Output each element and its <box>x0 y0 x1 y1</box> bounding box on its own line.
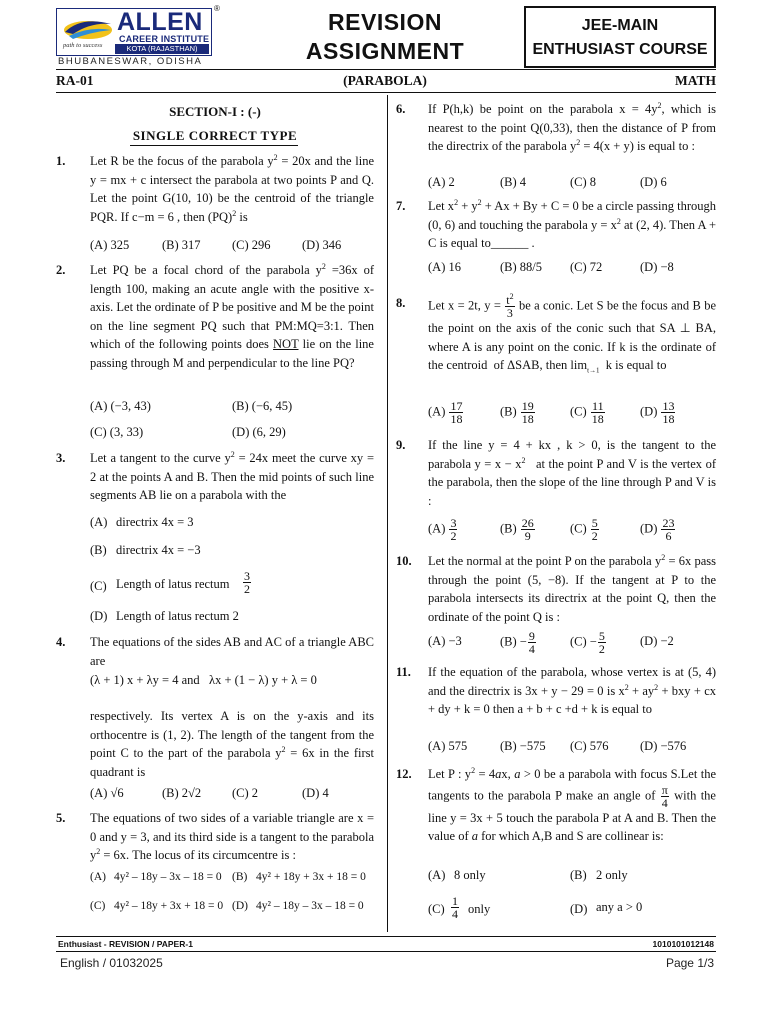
question-12 <box>396 765 716 846</box>
question-4 <box>56 633 374 670</box>
allen-logo <box>56 8 212 56</box>
allen-swirl-icon <box>61 14 115 42</box>
question-number: 7. <box>396 199 406 213</box>
option-c[interactable]: (C) 8 <box>570 175 597 189</box>
question-number: 8. <box>396 296 406 310</box>
question-7 <box>396 197 716 253</box>
question-4-continued <box>56 707 374 781</box>
question-text: Let x = 2t, y = $\frac{t^2}{3}$ be a conic. Let S be the focus and B be the point on the axis of the conic such that SA ⊥ BA, where A is any point on the conic. If k is the ordinate of the centroid of ΔSAB, then $\lim_{t\to 1} k$ is equal to <box>428 292 716 375</box>
question-text: respectively. Its vertex A is on the y-axis and its orthocentre is (1, 2). The length of the tangent from the point C to the part of the parabola $y^2 = 6x$ in the first quadrant is <box>90 709 374 779</box>
option-d[interactable]: (D) −576 <box>640 739 687 753</box>
logo-brand: ALLEN <box>117 8 203 36</box>
option-a[interactable]: (A) 16 <box>428 260 461 274</box>
column-divider <box>387 95 388 932</box>
option-c[interactable]: (C) − $\frac{5}{2}$ <box>570 629 605 656</box>
question-3 <box>56 449 374 505</box>
option-d[interactable]: (D) −2 <box>640 634 674 648</box>
question-number: 2. <box>56 263 66 277</box>
question-number: 6. <box>396 102 406 116</box>
option-c[interactable]: (C) (3, 33) <box>90 425 144 439</box>
option-b[interactable]: (B) $\frac{19}{18}$ <box>500 399 534 426</box>
logo-location-badge: KOTA (RAJASTHAN) <box>115 44 209 54</box>
question-text: Let R be the focus of the parabola $y^2 = 20x$ and the line y = mx + c intersect the parabola at two points P and Q. Let the point G(10, 10) be the centroid of the triangle PQR. If c−m = 6 , then (PQ)$^2$ is <box>90 153 374 224</box>
course-line-2: ENTHUSIAST COURSE <box>532 41 708 58</box>
fraction-one-quarter: $\frac{1}{4}$ <box>452 894 458 921</box>
option-d: Length of latus rectum 2 <box>116 609 239 623</box>
option-c: Length of latus rectum <box>116 577 230 591</box>
option-c[interactable]: (C) $\frac{11}{18}$ <box>570 399 604 426</box>
option-d[interactable]: (D) $\frac{23}{6}$ <box>640 516 675 543</box>
logo-tagline: path to success <box>63 42 103 49</box>
question-text: Let PQ be a focal chord of the parabola $y^2 =36x$ of length 100, making an acute angle with the positive x-axis. Let the ordinate of P be positive and M be the point on the line segment PQ such that PM:MQ=3:1. Then which of the following points does NOT lie on the line passing through M and perpendicular to the line PQ? <box>90 262 374 370</box>
logo-subtitle: CAREER INSTITUTE <box>119 34 210 44</box>
option-a[interactable]: (A) 2 <box>428 175 455 189</box>
option-b[interactable]: (B) (−6, 45) <box>232 399 293 413</box>
question-text: If P(h,k) be point on the parabola $x = 4y^2$, which is nearest to the point Q(0,33), then the distance of P from the directrix of the parabola $y^2 = 4(x + y)$ is equal to : <box>428 101 716 154</box>
option-d[interactable]: (D) 346 <box>302 238 342 252</box>
option-a[interactable]: (A) 325 <box>90 238 130 252</box>
option-c[interactable]: (C) $\frac{5}{2}$ <box>570 516 598 543</box>
title-line-2: ASSIGNMENT <box>305 38 465 64</box>
option-a[interactable]: 8 only <box>454 868 486 882</box>
option-b[interactable]: (B) 2√2 <box>162 786 202 800</box>
question-number: 9. <box>396 438 406 452</box>
option-b[interactable]: (B) − $\frac{9}{4}$ <box>500 629 535 656</box>
section-subtitle-underline <box>130 145 298 146</box>
question-number: 3. <box>56 451 66 465</box>
question-text: The equations of the sides AB and AC of a triangle ABC are <box>90 635 374 668</box>
header-rule-bottom <box>56 92 716 93</box>
option-d[interactable]: (D) −8 <box>640 260 674 274</box>
registered-mark: ® <box>214 4 220 13</box>
question-text: Let a tangent to the curve $y^2 = 24x$ meet the curve xy = 2 at the points A and B. Then the mid points of such line segments AB lie on a parabola with the <box>90 450 375 503</box>
question-10 <box>396 552 716 626</box>
chapter-name: (PARABOLA) <box>343 73 427 88</box>
question-number: 10. <box>396 554 412 568</box>
option-a[interactable]: (A) $\frac{17}{18}$ <box>428 399 463 426</box>
question-text: Let the normal at the point P on the parabola $y^2 = 6x$ pass through the point (5, −8). If the tangent at P to the parabola intersects its directrix at the point Q, then the ordinate of the point Q is : <box>428 553 716 624</box>
question-text: Let P : $y^2 = 4ax$, a > 0 be a parabola with focus S.Let the tangents to the parabola P make an angle of $\frac{\pi}{4}$ with the line y = 3x + 5 touch the parabola P at A and B. Then the value of a for which A,B and S are collinear is: <box>428 766 716 844</box>
question-number: 5. <box>56 811 66 825</box>
option-a[interactable]: 4y² – 18y – 3x – 18 = 0 <box>114 871 222 883</box>
option-a[interactable]: (A) $\frac{3}{2}$ <box>428 516 457 543</box>
question-5 <box>56 809 374 865</box>
title-line-1: REVISION <box>328 9 442 35</box>
assignment-code: RA-01 <box>56 73 94 88</box>
footer-code: 1010101012148 <box>652 939 714 949</box>
option-b[interactable]: (B) 88/5 <box>500 260 543 274</box>
question-number: 1. <box>56 154 66 168</box>
section-subtitle: SINGLE CORRECT TYPE <box>132 128 298 143</box>
footer-paper-label: Enthusiast - REVISION / PAPER-1 <box>58 939 193 949</box>
course-box <box>524 6 716 68</box>
question-number: 12. <box>396 767 412 781</box>
option-a[interactable]: (A) √6 <box>90 786 124 800</box>
option-b[interactable]: 2 only <box>596 868 628 882</box>
option-c[interactable]: (C) 296 <box>232 238 271 252</box>
option-a[interactable]: (A) 575 <box>428 739 468 753</box>
question-2 <box>56 261 374 373</box>
question-1 <box>56 152 374 226</box>
question-6 <box>396 100 716 156</box>
question-9 <box>396 436 716 510</box>
footer-rule-top <box>56 936 716 937</box>
question-text: The equations of two sides of a variable triangle are x = 0 and y = 3, and its third side is a tangent to the parabola $y^2 = 6x$. The locus of its circumcentre is : <box>90 811 374 863</box>
option-d[interactable]: (D) 6 <box>640 175 667 189</box>
option-c[interactable]: 4y² – 18y + 3x + 18 = 0 <box>114 900 224 912</box>
option-b[interactable]: 4y² + 18y + 3x + 18 = 0 <box>256 871 366 883</box>
option-c[interactable]: (C) 576 <box>570 739 609 753</box>
option-a[interactable]: (A) (−3, 43) <box>90 399 151 413</box>
option-c[interactable]: (C) 2 <box>232 786 259 800</box>
option-d[interactable]: (D) $\frac{13}{18}$ <box>640 399 675 426</box>
option-d[interactable]: (D) (6, 29) <box>232 425 286 439</box>
question-text: If the equation of the parabola, whose vertex is at (5, 4) and the directrix is 3x + y − 29 = 0 is $x^2 + ay^2$ + bxy + cx + dy + k = 0 then a + b + c +d + k is equal to <box>428 665 716 717</box>
option-b[interactable]: (B) $\frac{26}{9}$ <box>500 516 534 543</box>
course-line-1: JEE-MAIN <box>581 17 659 34</box>
option-d[interactable]: 4y² – 18y – 3x – 18 = 0 <box>256 900 364 912</box>
question-text: Let $x^2 + y^2 + Ax + By + C = 0$ be a circle passing through (0, 6) and touching the parabola $y = x^2$ at (2, 4). Then A + C is equal to______ . <box>428 198 716 251</box>
fraction-three-halves: $\frac{3}{2}$ <box>244 569 250 596</box>
option-d[interactable]: (D) 4 <box>302 786 329 800</box>
footer-rule-bottom <box>56 951 716 952</box>
option-d[interactable]: any a > 0 <box>596 900 643 914</box>
page-title <box>280 8 490 66</box>
option-a: directrix 4x = 3 <box>116 515 194 529</box>
question-number: 11. <box>396 665 411 679</box>
option-b[interactable]: (B) 317 <box>162 238 201 252</box>
page-number: Page 1/3 <box>665 956 714 970</box>
option-b[interactable]: (B) 4 <box>500 175 527 189</box>
option-a[interactable]: (A) −3 <box>428 634 462 648</box>
section-title: SECTION-I : (-) <box>169 104 261 119</box>
option-b: directrix 4x = −3 <box>116 543 201 557</box>
option-b[interactable]: (B) −575 <box>500 739 546 753</box>
question-11 <box>396 663 716 719</box>
question-8 <box>396 294 716 380</box>
city-label: BHUBANESWAR, ODISHA <box>58 56 203 67</box>
question-text: If the line y = 4 + kx , k > 0, is the tangent to the parabola $y = x - x^2$ at the point P and V is the vertex of the parabola, then the slope of the line through P and V is : <box>428 438 716 508</box>
option-c[interactable]: only <box>468 902 491 916</box>
header-rule-top <box>56 69 716 70</box>
subject-name: MATH <box>675 73 716 88</box>
question-number: 4. <box>56 635 66 649</box>
option-c[interactable]: (C) 72 <box>570 260 603 274</box>
language-date: English / 01032025 <box>60 956 163 970</box>
